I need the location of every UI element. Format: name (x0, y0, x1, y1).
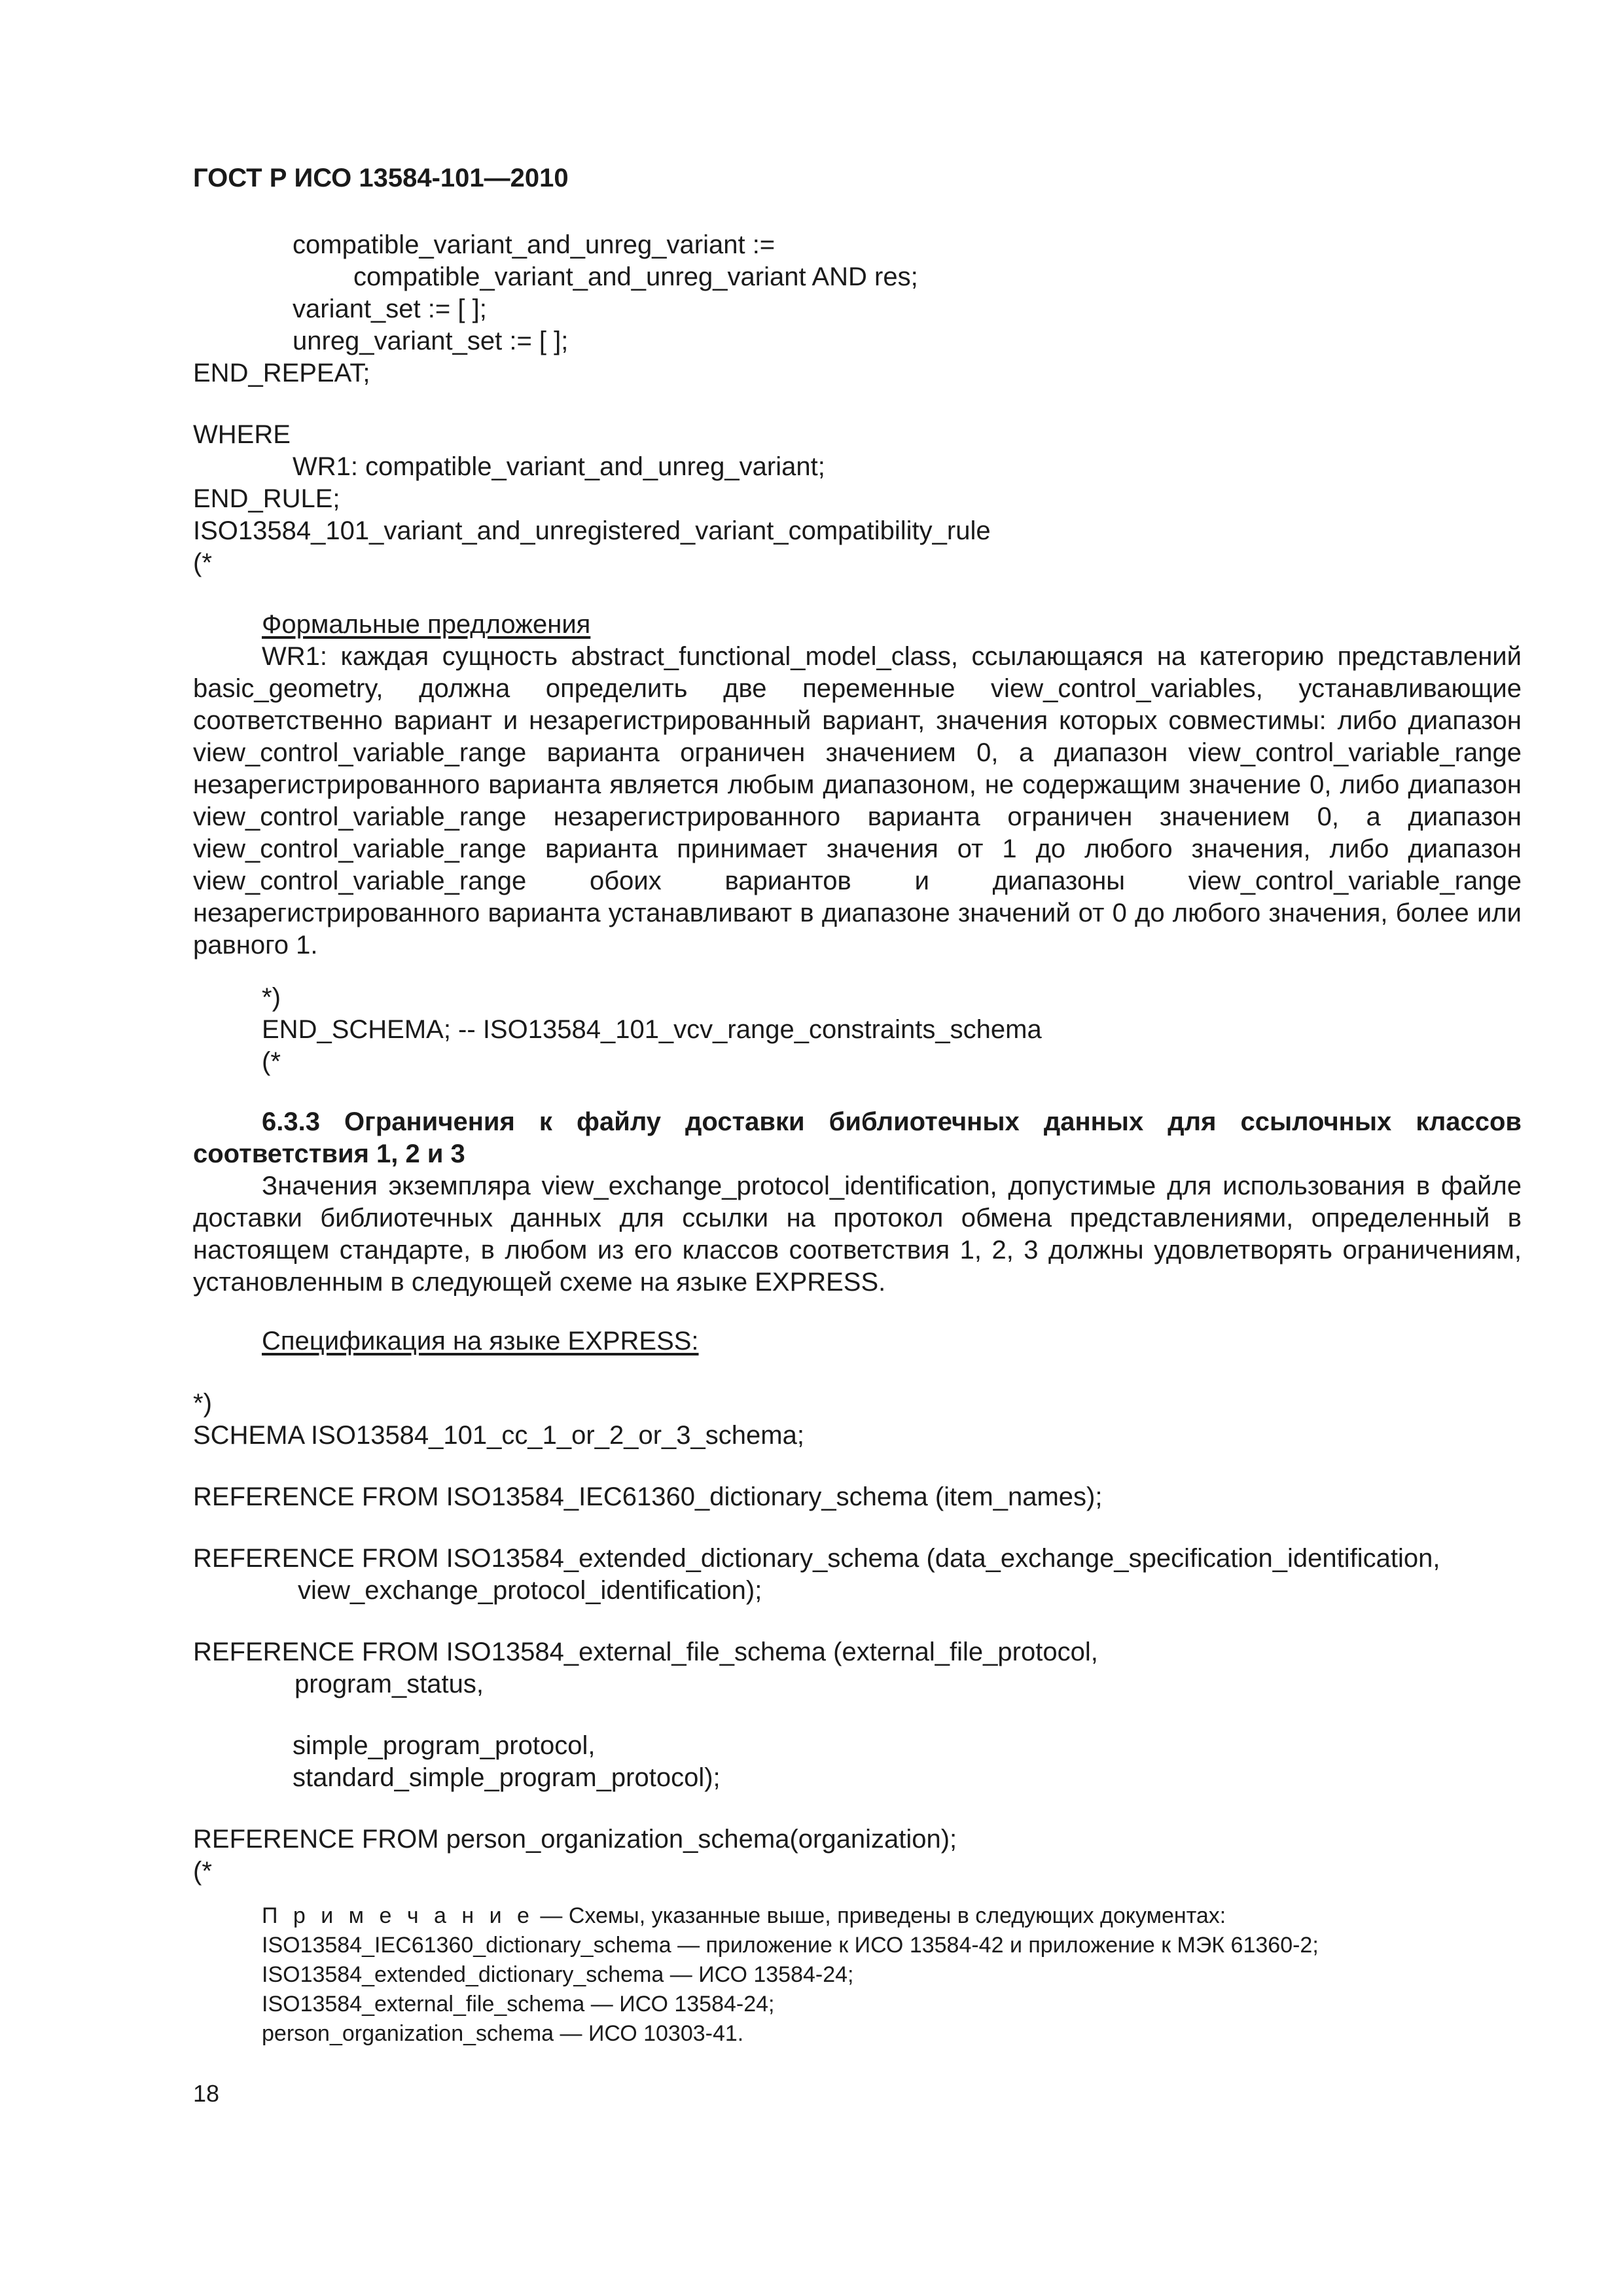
code-line: unreg_variant_set := [ ]; (293, 327, 569, 355)
code-line: compatible_variant_and_unreg_variant := (293, 230, 776, 259)
code-line: END_SCHEMA; -- ISO13584_101_vcv_range_constraints_schema (262, 1015, 1042, 1044)
code-line: END_RULE; (193, 484, 340, 513)
code-line: (* (262, 1047, 281, 1076)
code-line: REFERENCE FROM ISO13584_external_file_schema (external_file_protocol, (193, 1638, 1098, 1666)
code-line: END_REPEAT; (193, 359, 370, 387)
code-line: (* (193, 1857, 212, 1886)
formal-text: WR1: каждая сущность abstract_functional_model_class, ссылающаяся на категорию представлений basic_geometry, должна определить две переменные view_control_variables, устанавливающие соответственно вариант и незарегистрированный вариант, значения которых совместимы: либо диапазон view_control_variable_range варианта ограничен значением 0, а диапазон view_control_variable_range незарегистрированного варианта является любым диапазоном, не содержащим значение 0, либо диапазон view_control_variable_range незарегистрированного варианта ограничен значением 0, а диапазон view_control_variable_range варианта принимает значения от 1 до любого значения, либо диапазон view_control_variable_range обоих вариантов и диапазоны view_control_variable_range незарегистрированного варианта устанавливают в диапазоне значений от 0 до любого значения, более или равного 1. (193, 642, 1522, 960)
code-line: *) (262, 983, 281, 1012)
section-paragraph (193, 1170, 1522, 1299)
code-line: simple_program_protocol, (293, 1731, 596, 1760)
note-line: ISO13584_external_file_schema — ИСО 13584-24; (262, 1992, 775, 2017)
code-line: program_status, (294, 1670, 484, 1698)
note-line: ISO13584_IEC61360_dictionary_schema — приложение к ИСО 13584-42 и приложение к МЭК 61360-2; (262, 1933, 1319, 1958)
code-line: ISO13584_101_variant_and_unregistered_variant_compatibility_rule (193, 516, 991, 545)
note-intro-line (262, 1901, 1226, 1931)
code-line: REFERENCE FROM person_organization_schema(organization); (193, 1825, 957, 1854)
code-line: REFERENCE FROM ISO13584_IEC61360_dictionary_schema (item_names); (193, 1482, 1103, 1511)
formal-paragraph (193, 641, 1522, 961)
code-line: compatible_variant_and_unreg_variant AND res; (353, 262, 918, 291)
formal-heading: Формальные предложения (262, 610, 591, 639)
page-number: 18 (193, 2080, 220, 2107)
code-line: REFERENCE FROM ISO13584_extended_dictionary_schema (data_exchange_specification_identification, (193, 1544, 1440, 1573)
document-header: ГОСТ Р ИСО 13584-101—2010 (193, 164, 569, 192)
code-line: WR1: compatible_variant_and_unreg_variant; (293, 452, 825, 481)
section-text: Значения экземпляра view_exchange_protocol_identification, допустимые для использования в файле доставки библиотечных данных для ссылки на протокол обмена представлениями, определенный в настоящем стандарте, в любом из его классов соответствия 1, 2, 3 должны удовлетворять ограничениям, установленным в следующей схеме на языке EXPRESS. (193, 1172, 1522, 1297)
section-heading-text: 6.3.3 Ограничения к файлу доставки библиотечных данных для ссылочных классов соответствия 1, 2 и 3 (193, 1107, 1522, 1168)
spec-heading: Спецификация на языке EXPRESS: (262, 1327, 699, 1355)
code-line: *) (193, 1389, 212, 1418)
code-line: standard_simple_program_protocol); (293, 1763, 721, 1792)
note-line: person_organization_schema — ИСО 10303-41. (262, 2021, 744, 2046)
code-line: variant_set := [ ]; (293, 295, 487, 323)
section-heading (193, 1106, 1522, 1170)
code-line: (* (193, 548, 212, 577)
code-line: WHERE (193, 420, 291, 449)
note-line: ISO13584_extended_dictionary_schema — ИСО 13584-24; (262, 1962, 854, 1987)
note-label: П р и м е ч а н и е (262, 1903, 534, 1928)
code-line: SCHEMA ISO13584_101_cc_1_or_2_or_3_schema; (193, 1421, 804, 1450)
note-intro: — Схемы, указанные выше, приведены в следующих документах: (533, 1903, 1226, 1928)
code-line: view_exchange_protocol_identification); (298, 1576, 762, 1605)
